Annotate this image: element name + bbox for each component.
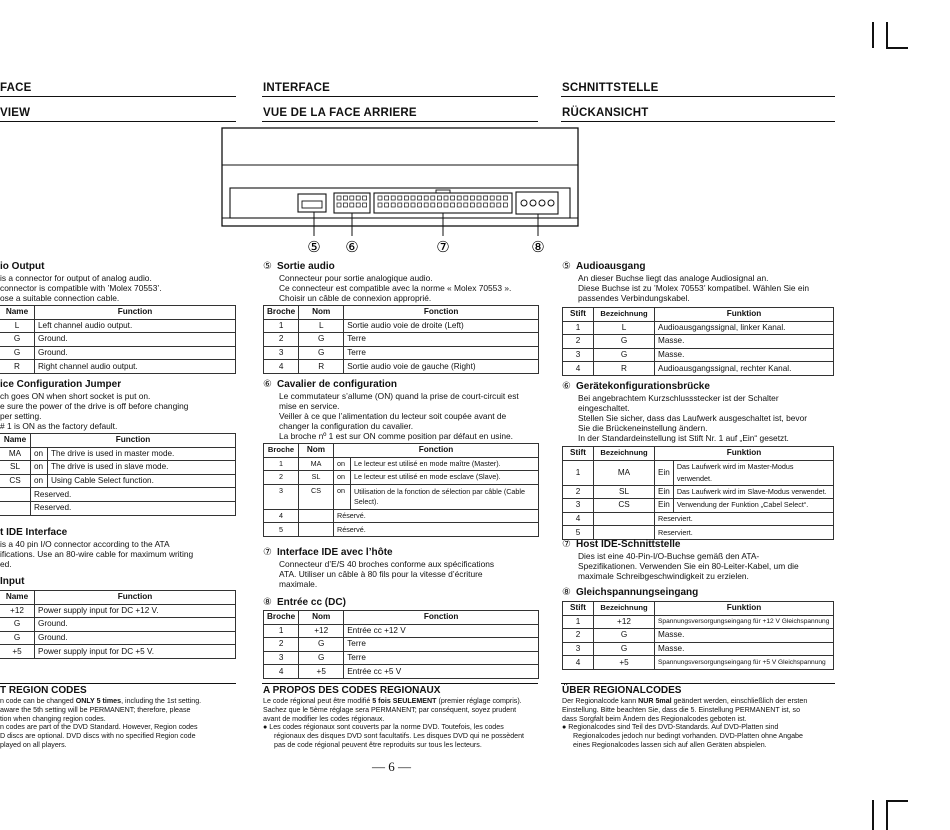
table-row: 1 +12 Spannungsversorgungseingang für +12 V Gleichspannung: [563, 615, 834, 629]
table-header: Bezeichnung: [594, 602, 655, 616]
table-header: Nom: [299, 444, 334, 458]
middle-ide-line: Connecteur d’E/S 40 broches conforme aux spécifications: [279, 559, 495, 569]
connector-pin: [484, 196, 488, 200]
callout-6: ⑥: [345, 238, 359, 256]
connector-pin: [418, 196, 422, 200]
region-line: played on all players.: [0, 740, 67, 749]
table-row: 2 SL Ein Das Laufwerk wird im Slave-Modus verwendet.: [563, 485, 834, 499]
table-header: Nom: [299, 611, 344, 625]
table-row: Reserved.: [0, 501, 236, 515]
power-pins: [521, 200, 554, 206]
left-heading-rule: [0, 96, 236, 97]
table-header: Funktion: [655, 447, 834, 461]
table-row: 3 G Masse.: [563, 642, 834, 656]
left-heading: FACE: [0, 82, 32, 94]
right-audio-line: An dieser Buchse liegt das analoge Audiosignal an.: [578, 273, 769, 283]
middle-dc-title: Entrée cc (DC): [277, 597, 346, 608]
left-ide-section: [0, 528, 238, 569]
connector-pin: [398, 203, 402, 207]
connector-pin: [363, 203, 367, 207]
connector-pin: [451, 203, 455, 207]
left-ide-title: t IDE Interface: [0, 527, 68, 538]
table-row: 2 G Masse.: [563, 629, 834, 643]
connector-pin: [490, 203, 494, 207]
crop-mark-bottom: [886, 800, 888, 830]
table-header: Funktion: [655, 308, 834, 322]
middle-jumper-line: mise en service.: [279, 401, 340, 411]
right-subheading-rule: [561, 121, 835, 122]
left-jumper-line: per setting.: [0, 411, 42, 421]
table-row: 5 Réservé.: [264, 523, 539, 537]
right-jumper-line: eingeschaltet.: [578, 403, 630, 413]
section-number: ⑧: [562, 587, 571, 598]
table-row: 5 Reserviert.: [563, 526, 834, 540]
table-row: 4 R Sortie audio voie de gauche (Right): [264, 360, 539, 374]
table-row: MA on The drive is used in master mode.: [0, 447, 236, 461]
power-pin: [521, 200, 527, 206]
table-row: 2 G Masse.: [563, 335, 834, 349]
connector-pin: [424, 196, 428, 200]
connector-pin: [378, 196, 382, 200]
table-header: Broche: [264, 444, 299, 458]
left-subheading-rule: [0, 121, 236, 122]
power-pin: [539, 200, 545, 206]
connector-pin: [343, 196, 347, 200]
connector-pin: [391, 196, 395, 200]
connector-pin: [484, 203, 488, 207]
region-text: , including the 1st setting.: [121, 697, 202, 705]
connector-pin: [356, 203, 360, 207]
table-row: 3 G Terre: [264, 651, 539, 665]
table-row: Reserved.: [0, 488, 236, 502]
crop-mark-top: [886, 22, 888, 48]
table-row: 4 +5 Entrée cc +5 V: [264, 665, 539, 679]
connector-pin: [391, 203, 395, 207]
table-header: Broche: [264, 306, 299, 320]
table-header: Fonction: [334, 444, 539, 458]
right-jumper-line: Bei angebrachtem Kurzschlussstecker ist der Schalter: [578, 393, 779, 403]
ide-pins: [378, 196, 507, 207]
region-line: Einstellung. Bitte beachten Sie, dass die 5. Einstellung PERMANENT ist, so: [562, 705, 801, 714]
table-row: G Ground.: [0, 631, 236, 645]
middle-subheading-rule: [262, 121, 538, 122]
table-row: G Ground.: [0, 618, 236, 632]
region-text: Der Regionalcode kann: [562, 697, 639, 705]
table-row: L Left channel audio output.: [0, 319, 236, 333]
right-subheading: RÜCKANSICHT: [562, 107, 649, 119]
middle-jumper-line: changer la configuration du cavalier.: [279, 421, 414, 431]
crop-mark-bottom: [872, 800, 874, 830]
connector-pin: [437, 196, 441, 200]
left-jumper-table: [0, 433, 236, 516]
region-line: n codes are part of the DVD Standard. However, Region codes: [0, 723, 198, 732]
right-heading-rule: [561, 96, 835, 97]
region-emphasis: 5 fois SEULEMENT: [372, 697, 437, 705]
table-header: Function: [35, 306, 236, 320]
right-audio-section: [562, 262, 836, 376]
left-ide-line: is a 40 pin I/O connector according to the ATA: [0, 539, 170, 549]
region-text: Le code régional peut être modifié: [263, 697, 373, 705]
connector-pin: [378, 203, 382, 207]
table-header: Name: [0, 306, 35, 320]
table-row: 1 MA on Le lecteur est utilisé en mode maître (Master).: [264, 457, 539, 471]
table-row: G Ground.: [0, 346, 236, 360]
middle-jumper-title: Cavalier de configuration: [277, 379, 398, 390]
section-number: ⑤: [562, 261, 571, 272]
middle-audio-table: [263, 305, 539, 374]
left-audio-title: io Output: [0, 261, 45, 272]
page-number: — 6 —: [372, 759, 411, 774]
connector-pin: [444, 196, 448, 200]
callout-5: ⑤: [307, 238, 321, 256]
connector-pin: [457, 196, 461, 200]
middle-jumper-section: [263, 380, 539, 537]
middle-heading-rule: [262, 96, 538, 97]
connector-pin: [350, 196, 354, 200]
connector-pin: [431, 203, 435, 207]
connector-pin: [404, 196, 408, 200]
table-row: 1 L Audioausgangssignal, linker Kanal.: [563, 321, 834, 335]
left-region-section: [0, 685, 240, 750]
region-emphasis: ONLY 5 times: [75, 697, 122, 705]
crop-mark-top: [872, 22, 874, 48]
section-number: ⑥: [562, 381, 571, 392]
right-dc-section: [562, 588, 836, 670]
middle-audio-line: Ce connecteur est compatible avec la norme « Molex 70553 ».: [279, 283, 512, 293]
left-jumper-title: ice Configuration Jumper: [0, 379, 122, 390]
left-subheading: VIEW: [0, 107, 31, 119]
region-text: (premier réglage compris).: [436, 697, 522, 705]
region-line: D discs are optional. DVD discs with no specified Region code: [0, 732, 196, 741]
region-line: avant de modifier les codes régionaux.: [263, 714, 385, 723]
power-pin: [530, 200, 536, 206]
drive-outline: [222, 128, 578, 226]
connector-pin: [385, 196, 389, 200]
middle-dc-section: [263, 598, 539, 679]
left-ide-line: ifications. Use an 80-wire cable for maximum writing: [0, 549, 194, 559]
left-region-rule: [0, 683, 236, 684]
middle-region-rule: [262, 683, 538, 684]
table-row: 2 G Terre: [264, 333, 539, 347]
power-pin: [548, 200, 554, 206]
left-audio-table: [0, 305, 236, 374]
table-row: 4 R Audioausgangssignal, rechter Kanal.: [563, 362, 834, 376]
table-header: Bezeichnung: [594, 447, 655, 461]
connector-pin: [411, 203, 415, 207]
table-row: 4 Réservé.: [264, 509, 539, 523]
middle-jumper-line: La broche nº 1 est sur ON comme position par défaut en usine.: [279, 431, 513, 441]
connector-pin: [444, 203, 448, 207]
left-audio-line: is a connector for output of analog audio.: [0, 273, 152, 283]
right-jumper-line: Stellen Sie sicher, dass das Laufwerk ausgeschaltet ist, bevor: [578, 413, 808, 423]
region-bullet: pas de code régional peuvent être reproduits sur tous les lecteurs.: [274, 740, 482, 749]
region-bullet: régionaux des disques DVD sont facultatifs. Les disques DVD qui ne possèdent: [274, 732, 525, 741]
right-jumper-section: [562, 382, 836, 540]
region-bullet: ● Regionalcodes sind Teil des DVD-Standards. Auf DVD-Platten sind: [562, 723, 779, 732]
left-jumper-line: # 1 is ON as the factory default.: [0, 421, 118, 431]
table-header: Function: [31, 434, 236, 448]
table-header: Nom: [299, 306, 344, 320]
left-region-title: T REGION CODES: [0, 685, 87, 696]
table-header: Stift: [563, 602, 594, 616]
left-jumper-line: e sure the power of the drive is off before changing: [0, 401, 189, 411]
connector-pin: [437, 203, 441, 207]
left-audio-section: [0, 262, 238, 374]
connector-pin: [464, 196, 468, 200]
table-header: Broche: [264, 611, 299, 625]
rear-panel-diagram: [218, 124, 584, 258]
left-ide-line: ed.: [0, 559, 12, 569]
right-ide-title: Host IDE-Schnittstelle: [576, 539, 681, 550]
table-row: +12 Power supply input for DC +12 V.: [0, 604, 236, 618]
table-row: G Ground.: [0, 333, 236, 347]
right-ide-section: [562, 540, 836, 581]
right-ide-line: maximale Schreibgeschwindigkeit zu erzielen.: [578, 571, 749, 581]
power-connector: [516, 192, 558, 214]
right-audio-line: passendes Verbindungskabel.: [578, 293, 690, 303]
audio-connector-inner: [302, 201, 322, 208]
section-number: ⑦: [263, 547, 272, 558]
right-region-title: ÜBER REGIONALCODES: [562, 685, 682, 696]
section-number: ⑦: [562, 539, 571, 550]
section-number: ⑧: [263, 597, 272, 608]
middle-region-title: A PROPOS DES CODES REGIONAUX: [263, 685, 441, 696]
region-line: Sachez que le 5ème réglage sera PERMANENT; par conséquent, soyez prudent: [263, 705, 517, 714]
table-header: Stift: [563, 308, 594, 322]
right-audio-table: [562, 307, 834, 376]
right-dc-table: [562, 601, 834, 670]
connector-pin: [411, 196, 415, 200]
right-jumper-table: [562, 446, 834, 540]
connector-pin: [404, 203, 408, 207]
table-row: 1 +12 Entrée cc +12 V: [264, 624, 539, 638]
connector-pin: [337, 196, 341, 200]
connector-pin: [470, 196, 474, 200]
right-region-rule: [561, 683, 835, 684]
table-header: Stift: [563, 447, 594, 461]
table-row: 1 L Sortie audio voie de droite (Left): [264, 319, 539, 333]
table-header: Name: [0, 591, 35, 605]
connector-pin: [363, 196, 367, 200]
connector-pin: [350, 203, 354, 207]
connector-pin: [337, 203, 341, 207]
middle-ide-title: Interface IDE avec l’hôte: [277, 547, 393, 558]
table-header: Function: [35, 591, 236, 605]
middle-jumper-line: Le commutateur s’allume (ON) quand la prise de court-circuit est: [279, 391, 519, 401]
middle-audio-section: [263, 262, 539, 374]
table-row: SL on The drive is used in slave mode.: [0, 461, 236, 475]
left-dc-table: [0, 590, 236, 659]
middle-audio-line: Choisir un câble de connexion approprié.: [279, 293, 432, 303]
region-emphasis: NUR 5mal: [638, 697, 672, 705]
region-text: geändert werden, einschließlich der ersten: [671, 697, 808, 705]
left-dc-section: [0, 577, 238, 659]
middle-heading: INTERFACE: [263, 82, 330, 94]
section-number: ⑤: [263, 261, 272, 272]
connector-pin: [343, 203, 347, 207]
region-bullet: Regionalcodes jedoch nur bedingt vorhanden. DVD-Platten ohne Angabe: [573, 732, 803, 741]
right-ide-line: Spezifikationen. Verwenden Sie ein 80-Leiter-Kabel, um die: [578, 561, 799, 571]
middle-region-section: [263, 685, 543, 750]
left-jumper-section: [0, 380, 238, 516]
section-number: ⑥: [263, 379, 272, 390]
left-audio-line: ose a suitable connection cable.: [0, 293, 120, 303]
table-row: 2 G Terre: [264, 638, 539, 652]
connector-pin: [497, 196, 501, 200]
connector-pin: [457, 203, 461, 207]
region-line: aware the 5th setting will be PERMANENT; therefore, please: [0, 705, 191, 714]
connector-pin: [385, 203, 389, 207]
table-row: 4 +5 Spannungsversorgungseingang für +5 V Gleichspannung: [563, 656, 834, 670]
right-audio-line: Diese Buchse ist zu ’Molex 70553’ kompatibel. Wählen Sie ein: [578, 283, 810, 293]
jumper-pins: [337, 196, 367, 207]
table-row: 3 G Masse.: [563, 348, 834, 362]
table-row: 3 G Terre: [264, 346, 539, 360]
left-dc-title: Input: [0, 576, 25, 587]
connector-pin: [424, 203, 428, 207]
middle-subheading: VUE DE LA FACE ARRIERE: [263, 107, 417, 119]
table-row: 1 MA Ein Das Laufwerk wird im Master-Modus verwendet.: [563, 460, 834, 485]
table-row: +5 Power supply input for DC +5 V.: [0, 645, 236, 659]
right-jumper-title: Gerätekonfigurationsbrücke: [576, 381, 710, 392]
right-jumper-line: Sie die Brückeneinstellung ändern.: [578, 423, 708, 433]
connector-pin: [470, 203, 474, 207]
left-audio-line: connector is compatible with ’Molex 70553’.: [0, 283, 162, 293]
middle-jumper-table: [263, 443, 539, 537]
connector-pin: [398, 196, 402, 200]
connector-pin: [477, 196, 481, 200]
table-row: 3 CS on Utilisation de la fonction de sélection par câble (Cable Select).: [264, 484, 539, 509]
connector-pin: [503, 203, 507, 207]
ide-key: [436, 190, 450, 193]
middle-ide-line: maximale.: [279, 579, 318, 589]
table-row: 2 SL on Le lecteur est utilisé en mode esclave (Slave).: [264, 471, 539, 485]
left-jumper-line: ch goes ON when short socket is put on.: [0, 391, 151, 401]
table-row: R Right channel audio output.: [0, 360, 236, 374]
connector-pin: [431, 196, 435, 200]
table-row: 4 Reserviert.: [563, 512, 834, 526]
region-bullet: eines Regionalcodes lassen sich auf allen Geräten abspielen.: [573, 740, 767, 749]
connector-pin: [503, 196, 507, 200]
table-header: Fonction: [344, 306, 539, 320]
table-header: Funktion: [655, 602, 834, 616]
middle-audio-line: Connecteur pour sortie analogique audio.: [279, 273, 433, 283]
crop-mark-top: [886, 47, 908, 49]
right-region-section: [562, 685, 838, 750]
middle-dc-table: [263, 610, 539, 679]
crop-mark-bottom: [886, 800, 908, 802]
table-header: Bezeichnung: [594, 308, 655, 322]
region-line: tion when changing region codes.: [0, 714, 106, 723]
connector-pin: [497, 203, 501, 207]
middle-ide-section: [263, 548, 539, 589]
region-text: n code can be changed: [0, 697, 76, 705]
table-header: Fonction: [344, 611, 539, 625]
connector-pin: [464, 203, 468, 207]
connector-pin: [477, 203, 481, 207]
connector-pin: [356, 196, 360, 200]
right-jumper-line: In der Standardeinstellung ist Stift Nr. 1 auf „Ein“ gesetzt.: [578, 433, 789, 443]
right-dc-title: Gleichspannungseingang: [576, 587, 699, 598]
right-audio-title: Audioausgang: [576, 261, 646, 272]
right-ide-line: Dies ist eine 40-Pin-I/O-Buchse gemäß den ATA-: [578, 551, 760, 561]
connector-pin: [451, 196, 455, 200]
middle-jumper-line: Veiller à ce que l’alimentation du lecteur soit coupée avant de: [279, 411, 507, 421]
table-row: CS on Using Cable Select function.: [0, 474, 236, 488]
region-bullet: ● Les codes régionaux sont couverts par la norme DVD. Toutefois, les codes: [263, 723, 504, 732]
connector-pin: [490, 196, 494, 200]
right-heading: SCHNITTSTELLE: [562, 82, 659, 94]
callout-8: ⑧: [531, 238, 545, 256]
region-line: dass Sorgfalt beim Ändern des Regionalcodes geboten ist.: [562, 714, 747, 723]
connector-pin: [418, 203, 422, 207]
table-row: 3 CS Ein Verwendung der Funktion „Cabel Select“.: [563, 499, 834, 513]
callout-7: ⑦: [436, 238, 450, 256]
middle-audio-title: Sortie audio: [277, 261, 335, 272]
table-header: Name: [0, 434, 31, 448]
middle-ide-line: ATA. Utiliser un câble à 80 fils pour la vitesse d’écriture: [279, 569, 483, 579]
